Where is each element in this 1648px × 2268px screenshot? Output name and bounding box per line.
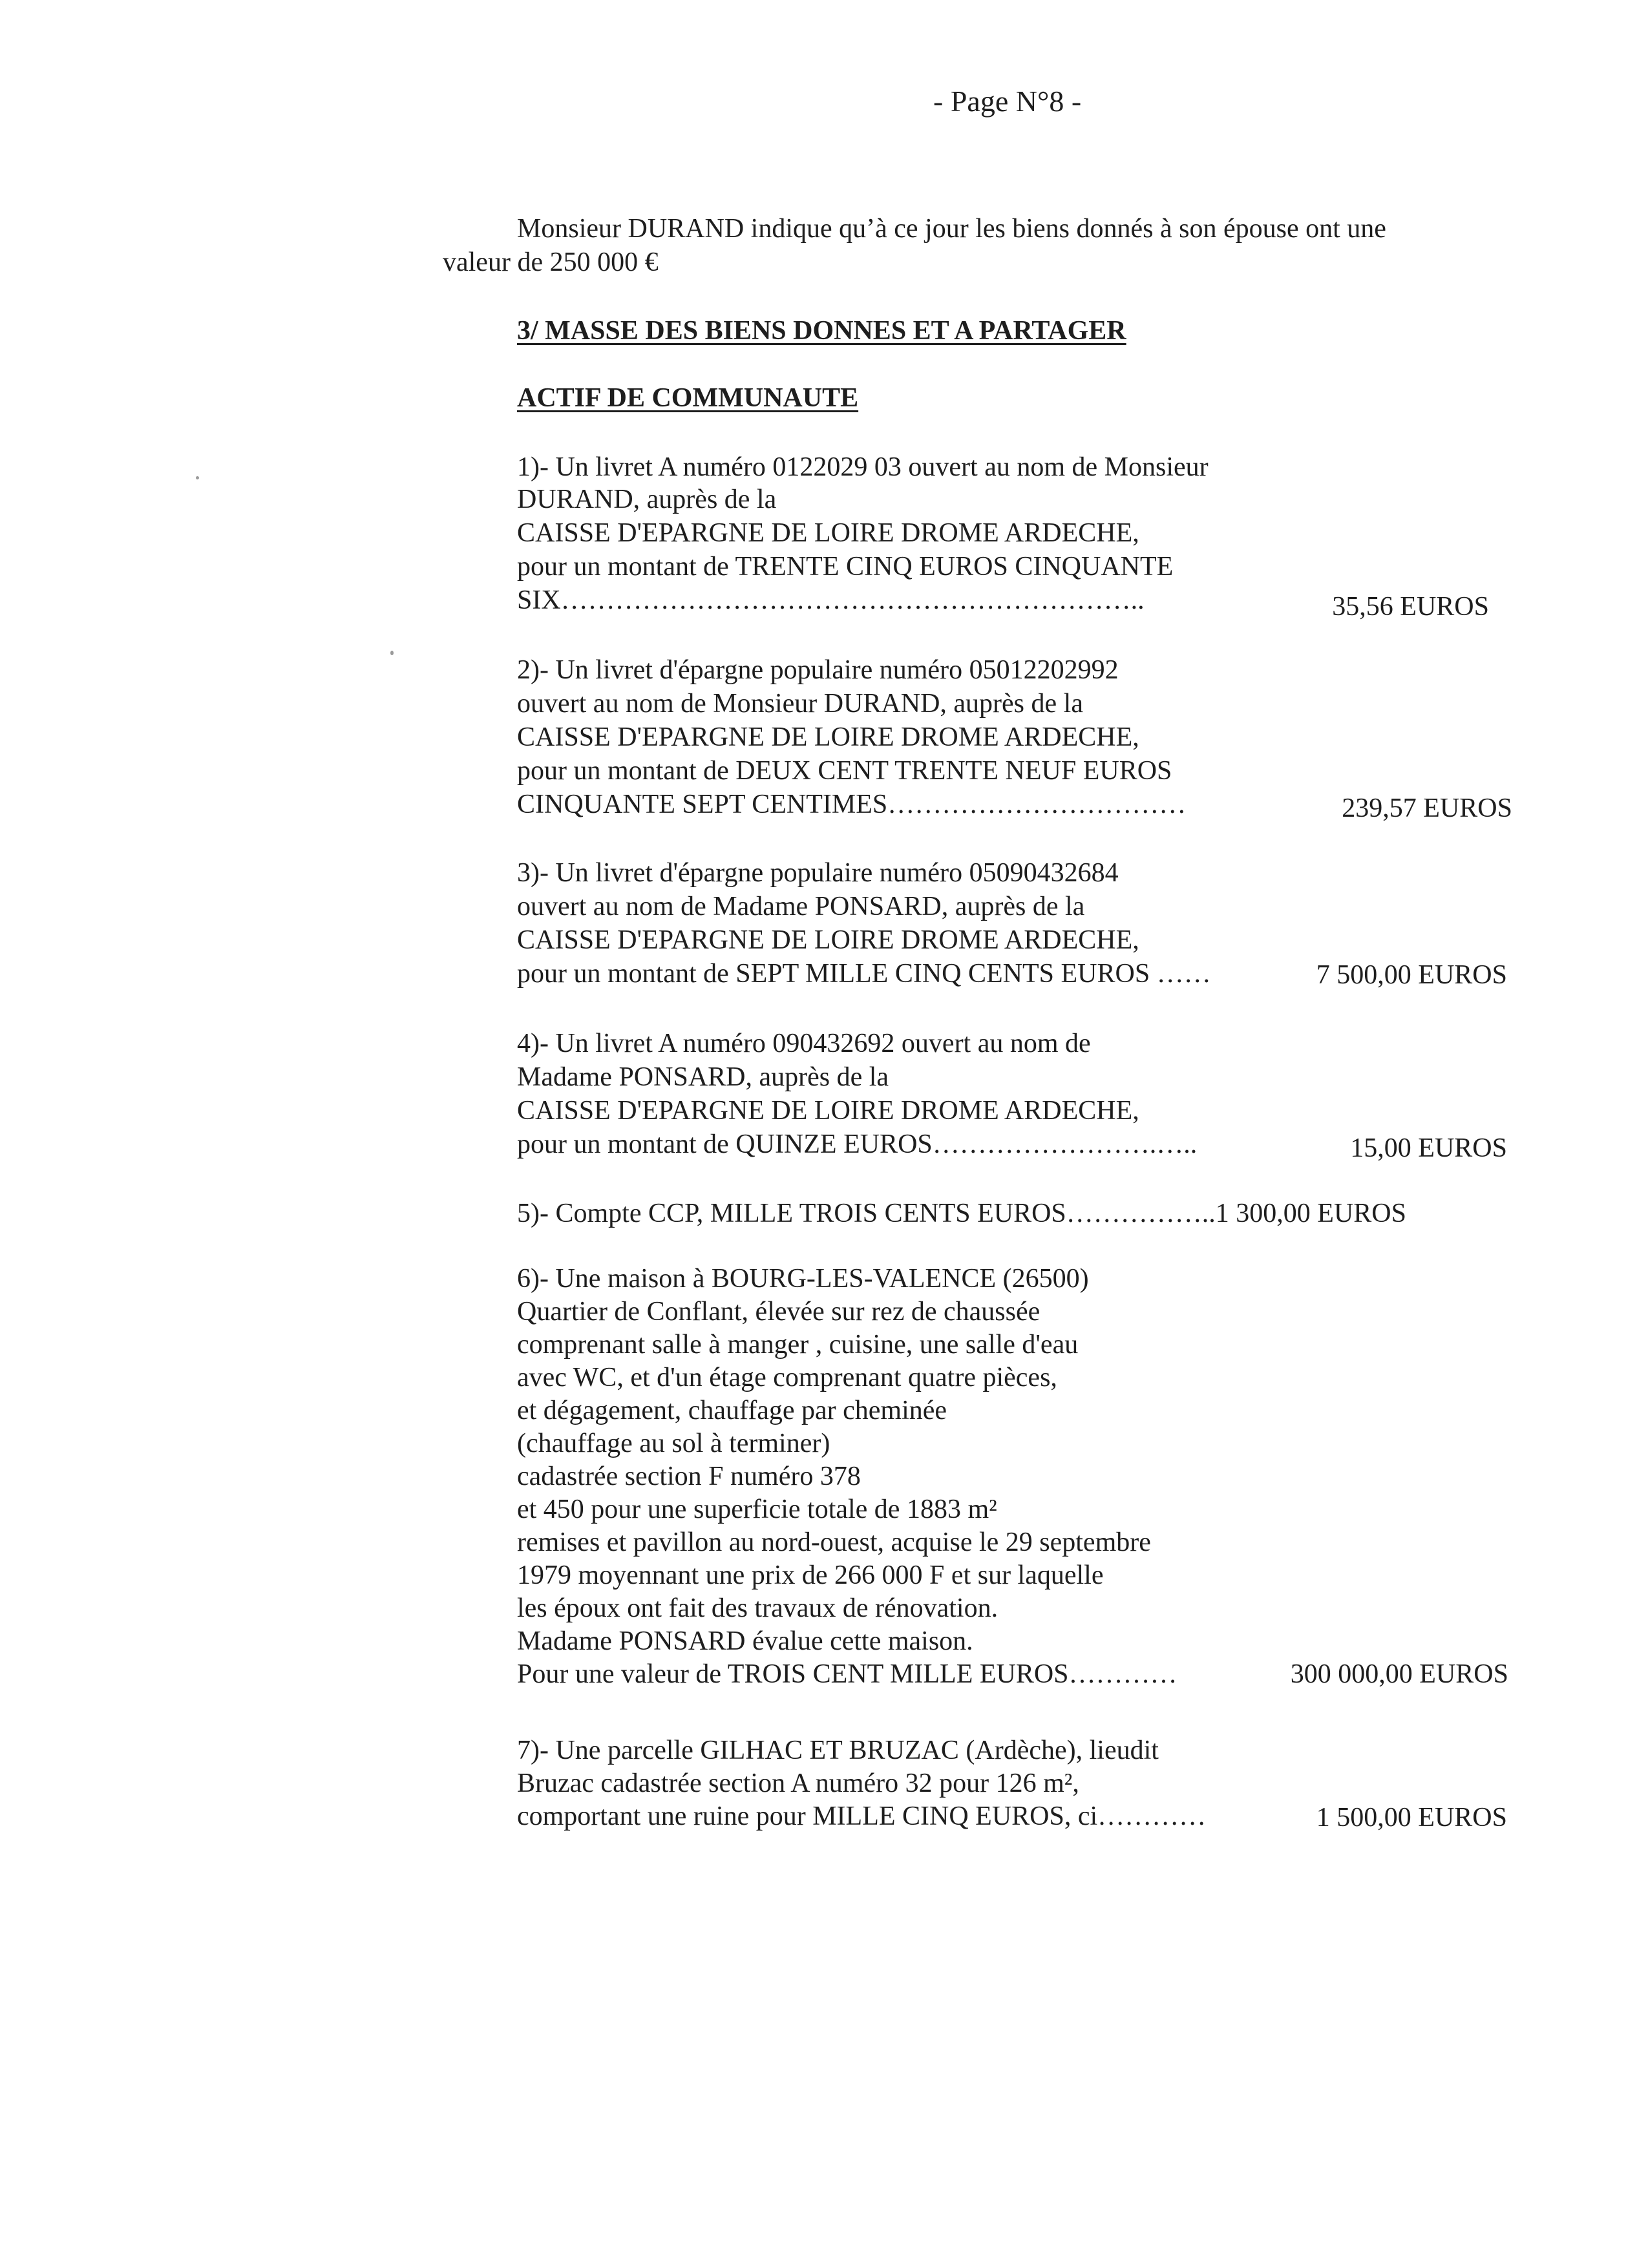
item-amount: 1 500,00 EUROS xyxy=(1316,1803,1507,1832)
item-line: avec WC, et d'un étage comprenant quatre pièces, xyxy=(517,1363,1057,1392)
item-line: CAISSE D'EPARGNE DE LOIRE DROME ARDECHE, xyxy=(517,722,1139,752)
item-line: CINQUANTE SEPT CENTIMES…………………………… xyxy=(517,790,1187,819)
scan-speck xyxy=(196,476,199,479)
item-line: 3)- Un livret d'épargne populaire numéro 05090432684 xyxy=(517,858,1119,888)
item-line: pour un montant de QUINZE EUROS…………………….….. xyxy=(517,1129,1198,1159)
item-line: Madame PONSARD, auprès de la xyxy=(517,1062,889,1092)
item-amount: 239,57 EUROS xyxy=(1342,793,1512,823)
item-line: pour un montant de DEUX CENT TRENTE NEUF EUROS xyxy=(517,756,1172,786)
item-line: (chauffage au sol à terminer) xyxy=(517,1429,830,1458)
item-line: les époux ont fait des travaux de rénovation. xyxy=(517,1593,998,1623)
item-line: Pour une valeur de TROIS CENT MILLE EUROS………… xyxy=(517,1659,1178,1689)
scan-speck xyxy=(390,651,394,655)
item-line: 4)- Un livret A numéro 090432692 ouvert au nom de xyxy=(517,1029,1091,1058)
item-line: SIX……………………………………………………….. xyxy=(517,585,1145,615)
intro-line-1: Monsieur DURAND indique qu’à ce jour les biens donnés à son épouse ont une xyxy=(517,214,1386,244)
item-amount: 300 000,00 EUROS xyxy=(1290,1659,1508,1689)
item-line: 1)- Un livret A numéro 0122029 03 ouvert au nom de Monsieur xyxy=(517,452,1209,482)
item-line: CAISSE D'EPARGNE DE LOIRE DROME ARDECHE, xyxy=(517,925,1139,955)
item-line: Quartier de Conflant, élevée sur rez de chaussée xyxy=(517,1297,1041,1327)
item-line: pour un montant de TRENTE CINQ EUROS CINQUANTE xyxy=(517,552,1174,582)
item-line: ouvert au nom de Madame PONSARD, auprès de la xyxy=(517,892,1085,921)
subsection-title: ACTIF DE COMMUNAUTE xyxy=(517,383,859,413)
item-line: 2)- Un livret d'épargne populaire numéro 05012202992 xyxy=(517,655,1119,685)
item-line: 7)- Une parcelle GILHAC ET BRUZAC (Ardèche), lieudit xyxy=(517,1736,1159,1765)
intro-line-2: valeur de 250 000 € xyxy=(443,247,659,277)
item-line: 1979 moyennant une prix de 266 000 F et sur laquelle xyxy=(517,1560,1104,1590)
item-line: 6)- Une maison à BOURG-LES-VALENCE (26500) xyxy=(517,1264,1089,1294)
item-amount: 35,56 EUROS xyxy=(1332,592,1489,622)
item-line: comportant une ruine pour MILLE CINQ EUROS, ci………… xyxy=(517,1801,1207,1831)
section-title: 3/ MASSE DES BIENS DONNES ET A PARTAGER xyxy=(517,316,1126,346)
item-line: et 450 pour une superficie totale de 1883 m² xyxy=(517,1495,997,1524)
item-line: cadastrée section F numéro 378 xyxy=(517,1462,861,1491)
item-line: DURAND, auprès de la xyxy=(517,485,777,514)
item-line: CAISSE D'EPARGNE DE LOIRE DROME ARDECHE, xyxy=(517,1096,1139,1126)
item-amount: 7 500,00 EUROS xyxy=(1316,960,1507,990)
item-line: ouvert au nom de Monsieur DURAND, auprès de la xyxy=(517,689,1083,719)
item-line: pour un montant de SEPT MILLE CINQ CENTS EUROS …… xyxy=(517,959,1211,989)
item-amount: 15,00 EUROS xyxy=(1350,1133,1507,1163)
item-line: comprenant salle à manger , cuisine, une salle d'eau xyxy=(517,1330,1079,1360)
page-number: - Page N°8 - xyxy=(933,85,1082,118)
item-line: Bruzac cadastrée section A numéro 32 pour 126 m², xyxy=(517,1769,1079,1798)
item-line: CAISSE D'EPARGNE DE LOIRE DROME ARDECHE, xyxy=(517,518,1139,548)
item-line: et dégagement, chauffage par cheminée xyxy=(517,1396,947,1425)
item-line: remises et pavillon au nord-ouest, acquise le 29 septembre xyxy=(517,1528,1151,1557)
item-line: 5)- Compte CCP, MILLE TROIS CENTS EUROS……………..1 300,00 EUROS xyxy=(517,1199,1406,1228)
item-line: Madame PONSARD évalue cette maison. xyxy=(517,1626,973,1656)
